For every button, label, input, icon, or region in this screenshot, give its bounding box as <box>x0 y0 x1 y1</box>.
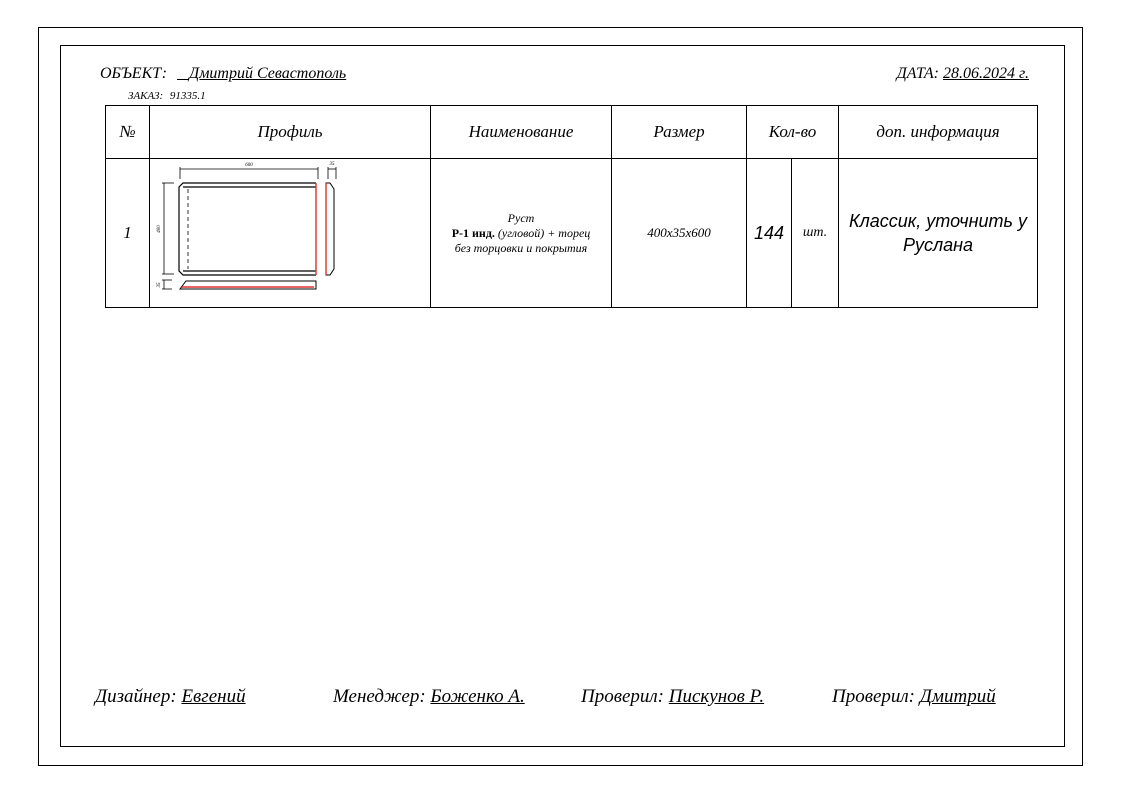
dim-label-width: 600 <box>245 163 253 168</box>
profile-drawing <box>150 159 431 302</box>
designer-signature <box>95 686 246 708</box>
col-size: Размер <box>612 106 747 159</box>
checker1-signature <box>581 686 764 708</box>
date-line <box>897 65 1029 83</box>
item-unit: шт. <box>792 159 839 308</box>
manager-name: Боженко А. <box>430 686 525 707</box>
date-label: ДАТА: <box>896 65 939 82</box>
dim-label-thickness-bottom: 35 <box>157 282 162 288</box>
object-label: ОБЪЕКТ: <box>100 65 168 82</box>
col-info: доп. информация <box>839 106 1038 159</box>
manager-signature <box>333 686 525 708</box>
item-code-line <box>431 226 611 241</box>
item-code-rest: (угловой) + торец <box>494 225 591 240</box>
checker1-name: Пискунов Р. <box>668 686 765 707</box>
order-value: 91335.1 <box>169 90 206 102</box>
row-number: 1 <box>106 159 150 308</box>
designer-name: Евгений <box>181 686 246 707</box>
side-profile <box>326 183 334 275</box>
checker1-label: Проверил: <box>581 686 665 707</box>
order-label: ЗАКАЗ: <box>128 90 164 102</box>
panel-outline <box>179 183 316 275</box>
designer-label: Дизайнер: <box>95 686 177 707</box>
col-quantity: Кол-во <box>747 106 839 159</box>
date-value: 28.06.2024 г. <box>942 65 1029 82</box>
object-value: Дмитрий Севастополь <box>189 65 347 82</box>
item-code: Р-1 инд. <box>451 225 495 240</box>
order-line <box>128 90 206 102</box>
table-header-row <box>106 106 1038 159</box>
checker2-signature <box>832 686 996 708</box>
object-line <box>100 65 346 83</box>
item-finish: без торцовки и покрытия <box>454 240 588 255</box>
profile-drawing-cell <box>150 159 431 308</box>
item-quantity: 144 <box>747 159 792 308</box>
spec-table <box>105 105 1038 308</box>
item-name-cell <box>431 159 612 308</box>
col-name: Наименование <box>431 106 612 159</box>
item-extra-info: Классик, уточнить у Руслана <box>839 159 1038 308</box>
dim-label-height: 400 <box>157 225 162 233</box>
dim-label-thickness: 35 <box>329 162 335 167</box>
bottom-profile <box>180 281 316 289</box>
item-type: Руст <box>507 210 535 225</box>
table-row <box>106 159 1038 308</box>
checker2-name: Дмитрий <box>919 686 996 707</box>
checker2-label: Проверил: <box>832 686 916 707</box>
col-profile: Профиль <box>150 106 431 159</box>
col-number: № <box>106 106 150 159</box>
manager-label: Менеджер: <box>333 686 426 707</box>
item-size: 400х35х600 <box>612 159 747 308</box>
